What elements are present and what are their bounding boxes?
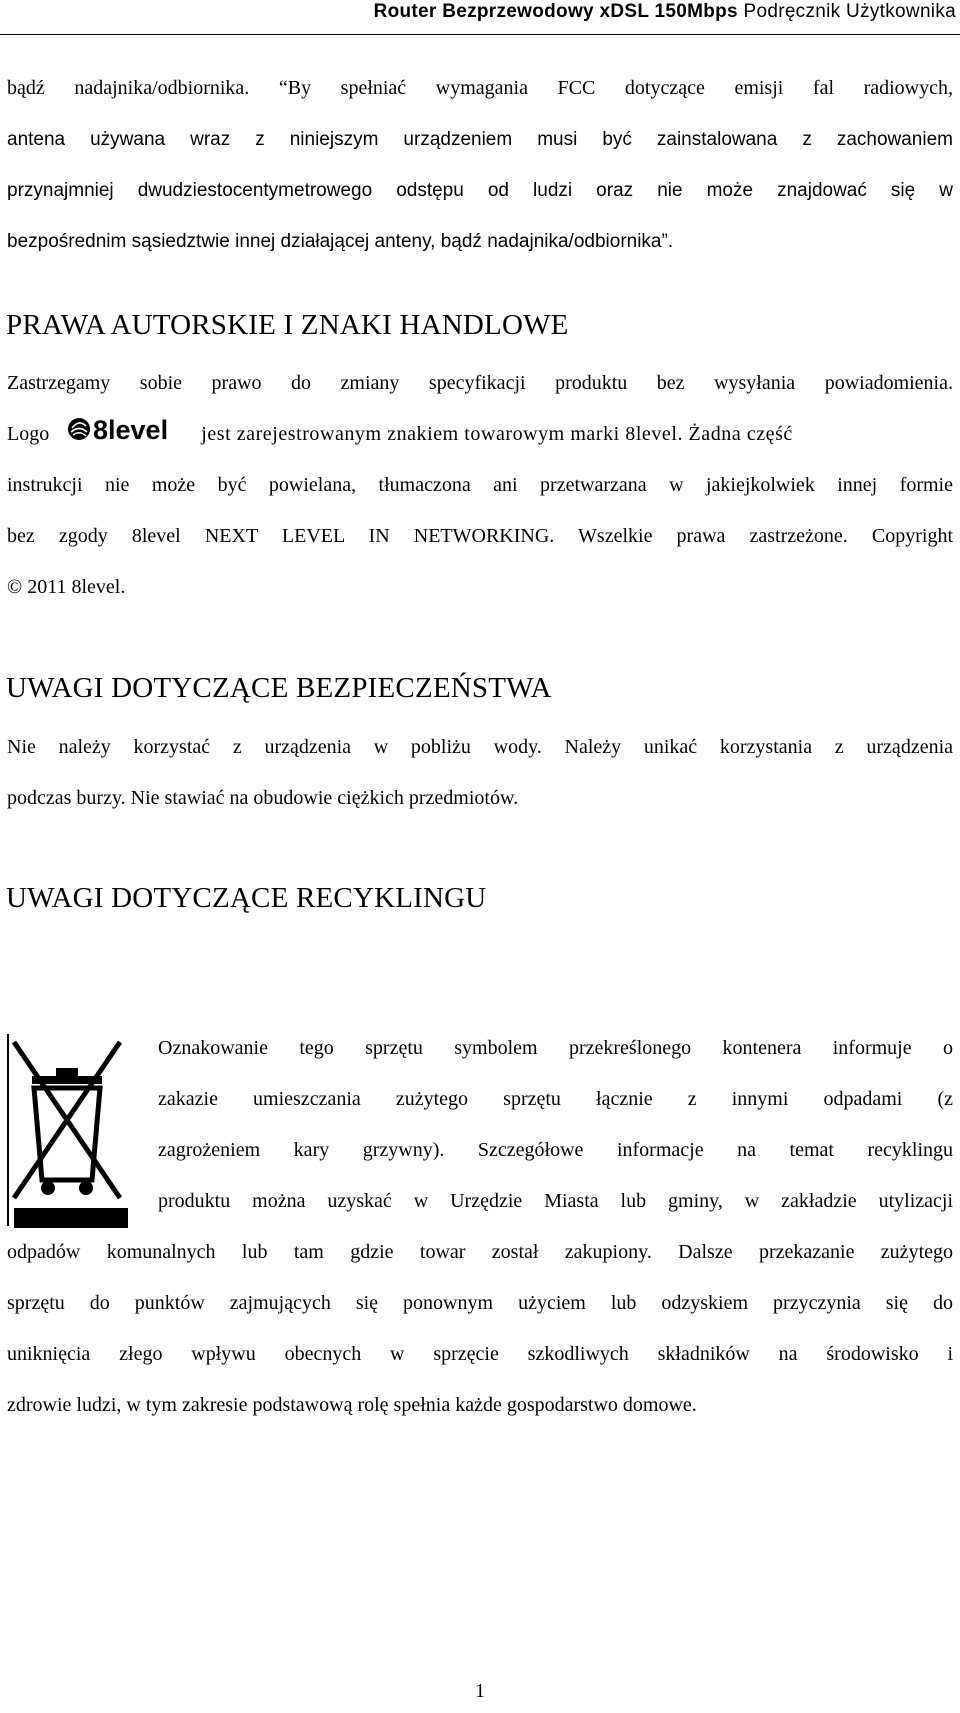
recycling-line: sprzętu do punktów zajmujących się ponownym użyciem lub odzyskiem przyczynia się do bbox=[7, 1292, 953, 1314]
recycling-line: zdrowie ludzi, w tym zakresie podstawową rolę spełnia każde gospodarstwo domowe. bbox=[7, 1394, 697, 1416]
intro-line: przynajmniej dwudziestocentymetrowego odstępu od ludzi oraz nie może znajdować się w bbox=[7, 180, 953, 201]
recycling-heading: UWAGI DOTYCZĄCE RECYKLINGU bbox=[6, 882, 487, 914]
copyright-line: instrukcji nie może być powielana, tłumaczona ani przetwarzana w jakiejkolwiek innej formie bbox=[7, 474, 953, 496]
recycling-side-paragraph bbox=[158, 1023, 953, 1227]
header-subtitle: Podręcznik Użytkownika bbox=[743, 1, 956, 22]
copyright-heading: PRAWA AUTORSKIE I ZNAKI HANDLOWE bbox=[6, 309, 569, 341]
header-title: Router Bezprzewodowy xDSL 150Mbps bbox=[373, 1, 738, 22]
recycling-line: zakazie umieszczania zużytego sprzętu łącznie z innymi odpadami (z bbox=[158, 1088, 953, 1110]
copyright-line: Zastrzegamy sobie prawo do zmiany specyfikacji produktu bez wysyłania powiadomienia. bbox=[7, 372, 953, 394]
8level-logo bbox=[66, 414, 182, 444]
recycling-full-paragraph bbox=[7, 1227, 953, 1431]
copyright-logo-line bbox=[7, 409, 953, 460]
copyright-paragraph bbox=[7, 358, 953, 613]
intro-line: antena używana wraz z niniejszym urządzeniem musi być zainstalowana z zachowaniem bbox=[7, 129, 953, 150]
safety-line: podczas burzy. Nie stawiać na obudowie ciężkich przedmiotów. bbox=[7, 787, 519, 809]
logo-text: 8level bbox=[93, 415, 169, 444]
header-text bbox=[374, 1, 956, 23]
intro-line: bezpośrednim sąsiedztwie innej działającej anteny, bądź nadajnika/odbiornika”. bbox=[7, 231, 674, 252]
safety-line: Nie należy korzystać z urządzenia w pobliżu wody. Należy unikać korzystania z urządzenia bbox=[7, 736, 953, 758]
copyright-line: © 2011 8level. bbox=[7, 576, 126, 598]
page-number: 1 bbox=[475, 1680, 485, 1702]
recycling-line: odpadów komunalnych lub tam gdzie towar został zakupiony. Dalsze przekazanie zużytego bbox=[7, 1241, 953, 1263]
safety-heading: UWAGI DOTYCZĄCE BEZPIECZEŃSTWA bbox=[6, 672, 552, 704]
copyright-line: bez zgody 8level NEXT LEVEL IN NETWORKING. Wszelkie prawa zastrzeżone. Copyright bbox=[7, 525, 953, 547]
intro-line: bądź nadajnika/odbiornika. “By spełniać wymagania FCC dotyczące emisji fal radiowych, bbox=[7, 77, 953, 99]
safety-paragraph bbox=[7, 722, 953, 824]
logo-suffix: jest zarejestrowanym znakiem towarowym marki 8level. Żadna część bbox=[201, 423, 793, 445]
intro-paragraph bbox=[7, 63, 953, 267]
logo-prefix: Logo bbox=[7, 423, 50, 445]
recycling-line: produktu można uzyskać w Urzędzie Miasta lub gminy, w zakładzie utylizacji bbox=[158, 1190, 953, 1212]
recycling-line: zagrożeniem kary grzywny). Szczegółowe informacje na temat recyklingu bbox=[158, 1139, 953, 1161]
recycling-line: uniknięcia złego wpływu obecnych w sprzęcie szkodliwych składników na środowisko i bbox=[7, 1343, 953, 1365]
crossed-out-bin-icon bbox=[6, 1030, 128, 1230]
recycling-line: Oznakowanie tego sprzętu symbolem przekreślonego kontenera informuje o bbox=[158, 1037, 953, 1059]
page-header bbox=[0, 0, 960, 35]
